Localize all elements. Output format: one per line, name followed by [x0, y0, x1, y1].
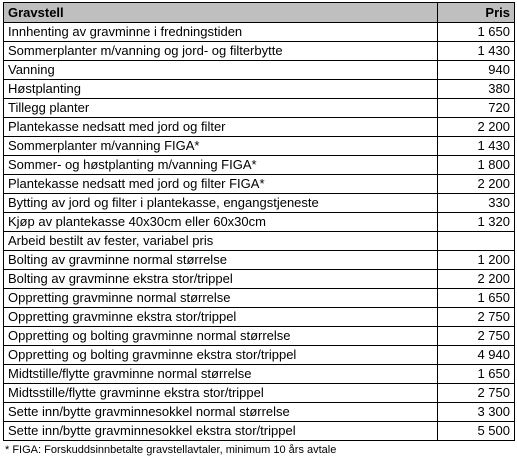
price-cell: 2 200	[438, 118, 515, 137]
service-cell: Oppretting og bolting gravminne normal størrelse	[4, 327, 438, 346]
service-cell: Bolting av gravminne normal størrelse	[4, 251, 438, 270]
table-row	[4, 213, 515, 232]
footnote: * FIGA: Forskuddsinnbetalte gravstellavtaler, minimum 10 års avtale	[5, 444, 337, 456]
price-cell: 4 940	[438, 346, 515, 365]
price-cell: 2 200	[438, 270, 515, 289]
service-cell: Oppretting gravminne ekstra stor/trippel	[4, 308, 438, 327]
service-cell: Oppretting gravminne normal størrelse	[4, 289, 438, 308]
table-row	[4, 308, 515, 327]
service-cell: Sette inn/bytte gravminnesokkel normal størrelse	[4, 403, 438, 422]
table-row	[4, 175, 515, 194]
price-cell: 1 650	[438, 23, 515, 42]
service-cell: Sommerplanter m/vanning og jord- og filterbytte	[4, 42, 438, 61]
service-cell: Midtstille/flytte gravminne normal størrelse	[4, 365, 438, 384]
service-cell: Bolting av gravminne ekstra stor/trippel	[4, 270, 438, 289]
table-row	[4, 99, 515, 118]
table-header	[4, 3, 515, 23]
price-cell: 2 200	[438, 175, 515, 194]
service-cell: Kjøp av plantekasse 40x30cm eller 60x30cm	[4, 213, 438, 232]
service-cell: Sette inn/bytte gravminnesokkel ekstra stor/trippel	[4, 422, 438, 441]
table-row	[4, 365, 515, 384]
service-cell: Innhenting av gravminne i fredningstiden	[4, 23, 438, 42]
price-cell: 3 300	[438, 403, 515, 422]
price-cell: 1 320	[438, 213, 515, 232]
table-row	[4, 61, 515, 80]
service-cell: Oppretting og bolting gravminne ekstra stor/trippel	[4, 346, 438, 365]
price-cell: 2 750	[438, 327, 515, 346]
price-cell: 1 430	[438, 42, 515, 61]
table-row	[4, 327, 515, 346]
price-cell: 1 650	[438, 365, 515, 384]
table-row	[4, 270, 515, 289]
service-cell: Vanning	[4, 61, 438, 80]
price-cell: 1 200	[438, 251, 515, 270]
table-row	[4, 422, 515, 441]
table-row	[4, 346, 515, 365]
price-cell: 1 800	[438, 156, 515, 175]
table-row	[4, 137, 515, 156]
price-table	[3, 2, 515, 441]
header-service: Gravstell	[4, 3, 438, 23]
price-cell: 330	[438, 194, 515, 213]
service-cell: Tillegg planter	[4, 99, 438, 118]
price-cell: 380	[438, 80, 515, 99]
header-row	[4, 3, 515, 23]
price-cell	[438, 232, 515, 251]
price-cell: 940	[438, 61, 515, 80]
price-cell: 1 650	[438, 289, 515, 308]
table-row	[4, 232, 515, 251]
table-row	[4, 194, 515, 213]
table-row	[4, 23, 515, 42]
table-row	[4, 156, 515, 175]
service-cell: Midtsstille/flytte gravminne ekstra stor/trippel	[4, 384, 438, 403]
price-cell: 2 750	[438, 308, 515, 327]
service-cell: Arbeid bestilt av fester, variabel pris	[4, 232, 438, 251]
service-cell: Høstplanting	[4, 80, 438, 99]
table-row	[4, 42, 515, 61]
table-row	[4, 384, 515, 403]
service-cell: Sommerplanter m/vanning FIGA*	[4, 137, 438, 156]
price-cell: 5 500	[438, 422, 515, 441]
service-cell: Bytting av jord og filter i plantekasse, engangstjeneste	[4, 194, 438, 213]
price-cell: 720	[438, 99, 515, 118]
service-cell: Plantekasse nedsatt med jord og filter FIGA*	[4, 175, 438, 194]
table-row	[4, 118, 515, 137]
header-price: Pris	[438, 3, 515, 23]
table-row	[4, 403, 515, 422]
table-row	[4, 251, 515, 270]
table-row	[4, 289, 515, 308]
table-body	[4, 23, 515, 441]
service-cell: Sommer- og høstplanting m/vanning FIGA*	[4, 156, 438, 175]
price-cell: 2 750	[438, 384, 515, 403]
service-cell: Plantekasse nedsatt med jord og filter	[4, 118, 438, 137]
table-row	[4, 80, 515, 99]
price-cell: 1 430	[438, 137, 515, 156]
